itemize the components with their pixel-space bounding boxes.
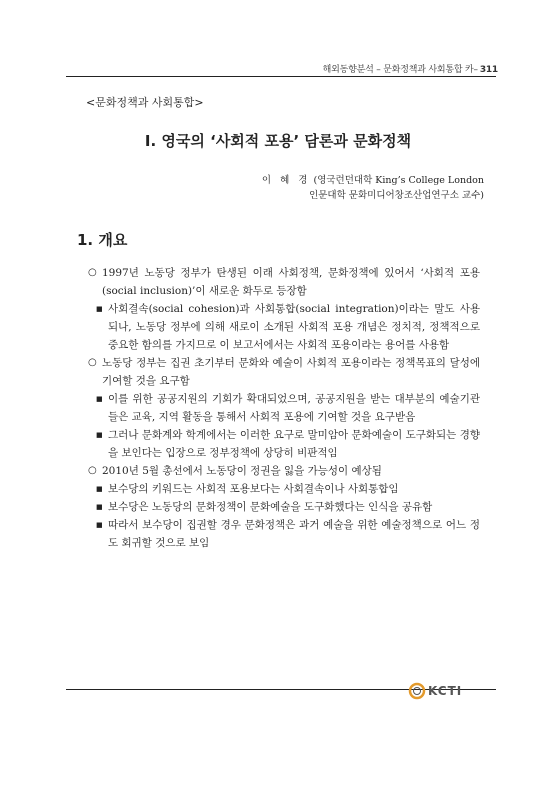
square-bullet-icon: ■: [96, 305, 103, 313]
sub-list-item: [88, 390, 480, 426]
sub-list-item: [88, 480, 480, 498]
list-item-text: 보수당의 키워드는 사회적 포용보다는 사회결속이나 사회통합임: [108, 483, 399, 495]
sub-list-item: [88, 426, 480, 462]
chapter-title: Ⅰ. 영국의 ‘사회적 포용’ 담론과 문화정책: [144, 132, 412, 150]
section-heading: 1. 개요: [77, 231, 128, 249]
author-affiliation-line2: 인문대학 문화미디어창조산업연구소 교수): [309, 190, 484, 201]
list-item-text: 사회결속(social cohesion)과 사회통합(social integration)이라는 말도 사용되나, 노동당 정부에 의해 새로이 소개된 사회적 포용 개념은 정치적, 정책적으로 중요한 함의를 가지므로 이 보고서에서는 사회적 포용이라는 용어를 사용함: [108, 303, 480, 351]
list-item-text: 그러나 문화계와 학계에서는 이러한 요구로 말미암아 문화예술이 도구화되는 경향을 보인다는 입장으로 정부정책에 상당히 비판적임: [108, 429, 480, 459]
list-item: [88, 264, 480, 300]
square-bullet-icon: ■: [96, 521, 103, 529]
body-list: [88, 264, 480, 552]
circle-bullet-icon: ○: [88, 267, 97, 278]
list-item-text: 노동당 정부는 집권 초기부터 문화와 예술이 사회적 포용이라는 정책목표의 달성에 기여할 것을 요구함: [102, 357, 480, 387]
square-bullet-icon: ■: [96, 431, 103, 439]
author-affiliation-line1: (영국런던대학 King’s College London: [313, 175, 484, 186]
sub-list-item: [88, 498, 480, 516]
kcti-ring-logo-icon: [408, 682, 426, 700]
kcti-logo: [408, 681, 482, 701]
list-item-text: 보수당은 노동당의 문화정책이 문화예술을 도구화했다는 인식을 공유함: [108, 501, 433, 513]
page-number: 311: [479, 65, 498, 75]
list-item-text: 1997년 노동당 정부가 탄생된 이래 사회정책, 문화정책에 있어서 ‘사회적 포용(social inclusion)’이 새로운 화두로 등장함: [102, 267, 480, 297]
list-item-text: 따라서 보수당이 집권할 경우 문화정책은 과거 예술을 위한 예술정책으로 어느 정도 회귀할 것으로 보임: [108, 519, 480, 549]
running-header: [323, 62, 498, 75]
square-bullet-icon: ■: [96, 503, 103, 511]
list-item: [88, 462, 480, 480]
author-block: [262, 173, 484, 203]
section-tag: <문화정책과 사회통합>: [86, 96, 204, 109]
author-name: 이 혜 경: [261, 175, 311, 186]
kcti-logo-text: KCTI: [428, 684, 463, 698]
square-bullet-icon: ■: [96, 485, 103, 493]
square-bullet-icon: ■: [96, 395, 103, 403]
list-item-text: 2010년 5월 총선에서 노동당이 정권을 잃을 가능성이 예상됨: [102, 465, 382, 477]
circle-bullet-icon: ○: [88, 357, 97, 368]
sub-list-item: [88, 300, 480, 354]
list-item: [88, 354, 480, 390]
list-item-text: 이를 위한 공공지원의 기회가 확대되었으며, 공공지원을 받는 대부분의 예술기관들은 교육, 지역 활동을 통해서 사회적 포용에 기여할 것을 요구받음: [108, 393, 480, 423]
sub-list-item: [88, 516, 480, 552]
running-header-text: 해외동향분석 – 문화정책과 사회통합 카–: [322, 65, 478, 75]
circle-bullet-icon: ○: [88, 465, 97, 476]
